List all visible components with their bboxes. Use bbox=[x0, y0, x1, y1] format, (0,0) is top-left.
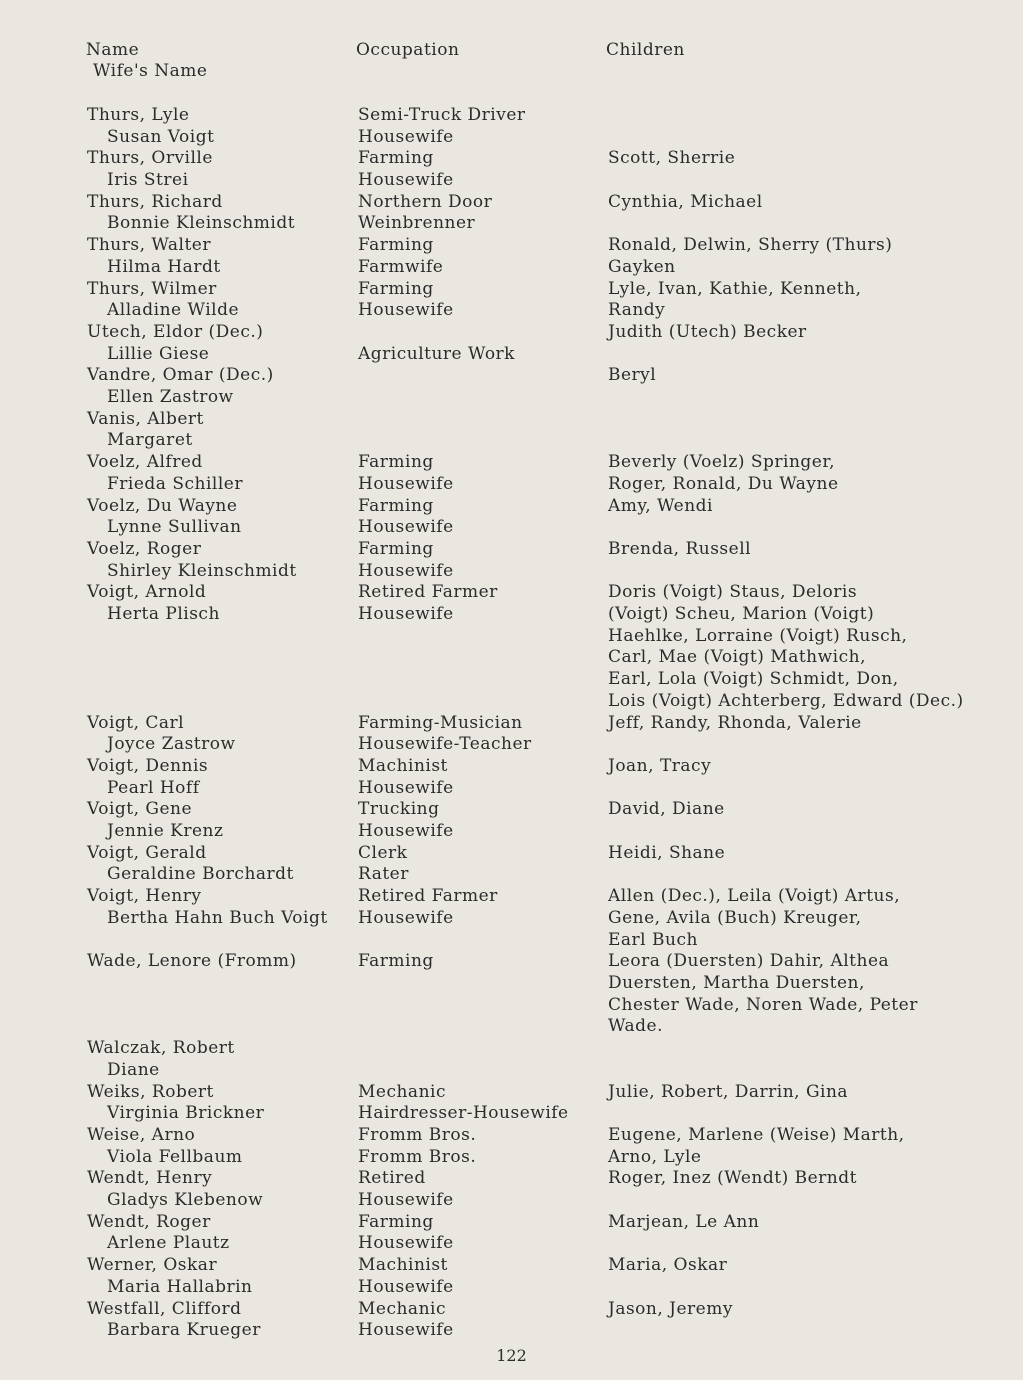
children-cell bbox=[608, 322, 807, 344]
children-cell bbox=[608, 1168, 857, 1190]
wife-occupation: Housewife bbox=[358, 907, 454, 928]
occupation-cell bbox=[358, 1168, 454, 1211]
children-line: Roger, Ronald, Du Wayne bbox=[608, 473, 839, 494]
children-cell bbox=[608, 1212, 759, 1234]
husband-name: Voigt, Arnold bbox=[87, 582, 207, 603]
children-line: Haehlke, Lorraine (Voigt) Rusch, bbox=[608, 625, 908, 646]
wife-name: Lillie Giese bbox=[107, 343, 210, 364]
children-line: Wade. bbox=[608, 1016, 663, 1037]
husband-name: Thurs, Walter bbox=[87, 235, 211, 256]
children-cell bbox=[608, 799, 725, 821]
wife-name: Viola Fellbaum bbox=[107, 1146, 243, 1167]
name-cell bbox=[87, 279, 239, 322]
wife-name: Alladine Wilde bbox=[107, 300, 240, 321]
wife-occupation: Housewife bbox=[358, 300, 454, 321]
occupation-cell bbox=[358, 279, 454, 322]
children-line: Randy bbox=[608, 300, 666, 321]
wife-name: Herta Plisch bbox=[107, 604, 220, 625]
wife-name: Pearl Hoff bbox=[107, 777, 200, 798]
husband-occupation: Retired Farmer bbox=[358, 886, 498, 907]
wife-occupation: Housewife bbox=[358, 821, 454, 842]
husband-occupation: Trucking bbox=[358, 799, 440, 820]
name-cell bbox=[87, 1255, 253, 1298]
children-line: Jason, Jeremy bbox=[608, 1298, 733, 1319]
name-cell bbox=[87, 713, 236, 756]
wife-name: Susan Voigt bbox=[107, 126, 215, 147]
children-cell bbox=[608, 843, 725, 865]
wife-occupation: Housewife bbox=[358, 517, 454, 538]
wife-name: Margaret bbox=[107, 430, 193, 451]
husband-name: Vandre, Omar (Dec.) bbox=[87, 365, 274, 386]
children-line: Eugene, Marlene (Weise) Marth, bbox=[608, 1124, 905, 1145]
children-line: Earl Buch bbox=[608, 929, 698, 950]
wife-occupation: Rater bbox=[358, 864, 409, 885]
husband-name: Westfall, Clifford bbox=[87, 1298, 242, 1319]
children-cell bbox=[608, 1125, 905, 1168]
children-line: Marjean, Le Ann bbox=[608, 1211, 760, 1232]
children-line: Carl, Mae (Voigt) Mathwich, bbox=[608, 647, 866, 668]
children-cell bbox=[608, 365, 656, 387]
children-cell bbox=[608, 279, 861, 322]
occupation-cell bbox=[358, 886, 498, 929]
husband-name: Wendt, Roger bbox=[87, 1211, 211, 1232]
children-line: Maria, Oskar bbox=[608, 1255, 728, 1276]
children-line: Beverly (Voelz) Springer, bbox=[608, 452, 836, 473]
wife-name: Ellen Zastrow bbox=[107, 387, 234, 408]
name-cell bbox=[87, 539, 297, 582]
name-cell bbox=[87, 1125, 243, 1168]
name-cell bbox=[87, 1212, 230, 1255]
occupation-cell bbox=[358, 105, 526, 148]
children-line: Judith (Utech) Becker bbox=[608, 322, 807, 342]
children-line: Heidi, Shane bbox=[608, 842, 726, 863]
header-name: Name bbox=[86, 40, 140, 60]
wife-name: Shirley Kleinschmidt bbox=[107, 560, 297, 581]
wife-name: Bonnie Kleinschmidt bbox=[107, 213, 296, 234]
occupation-cell bbox=[358, 843, 409, 886]
wife-name: Lynne Sullivan bbox=[107, 517, 242, 538]
husband-occupation: Clerk bbox=[358, 842, 408, 863]
husband-occupation: Retired bbox=[358, 1168, 426, 1189]
occupation-cell bbox=[358, 148, 454, 191]
wife-occupation: Housewife bbox=[358, 560, 454, 581]
husband-name: Voigt, Dennis bbox=[87, 756, 209, 776]
name-cell bbox=[87, 235, 221, 278]
wife-occupation: Housewife bbox=[358, 1320, 454, 1341]
husband-occupation: Farming bbox=[358, 495, 434, 516]
children-cell bbox=[608, 192, 763, 214]
wife-occupation bbox=[358, 973, 434, 995]
occupation-cell bbox=[358, 235, 443, 278]
wife-occupation: Housewife bbox=[358, 170, 454, 191]
children-line: Arno, Lyle bbox=[608, 1146, 702, 1167]
children-line: Jeff, Randy, Rhonda, Valerie bbox=[608, 712, 862, 733]
children-line: Julie, Robert, Darrin, Gina bbox=[608, 1081, 849, 1102]
husband-occupation: Farming bbox=[358, 951, 434, 972]
wife-name: Iris Strei bbox=[107, 170, 189, 191]
children-line: Duersten, Martha Duersten, bbox=[608, 972, 865, 993]
children-line: Roger, Inez (Wendt) Berndt bbox=[608, 1168, 857, 1189]
children-line: Lyle, Ivan, Kathie, Kenneth, bbox=[608, 278, 862, 299]
wife-occupation: Housewife bbox=[358, 126, 454, 147]
occupation-cell bbox=[358, 322, 515, 365]
husband-occupation: Retired Farmer bbox=[358, 582, 498, 603]
name-cell bbox=[87, 1299, 261, 1342]
children-line: Brenda, Russell bbox=[608, 539, 752, 559]
children-cell bbox=[608, 951, 918, 1038]
husband-name: Voigt, Carl bbox=[87, 712, 185, 733]
children-line: Lois (Voigt) Achterberg, Edward (Dec.) bbox=[608, 690, 964, 711]
children-cell bbox=[608, 539, 751, 561]
children-line: (Voigt) Scheu, Marion (Voigt) bbox=[608, 604, 875, 625]
husband-occupation bbox=[358, 322, 515, 344]
name-cell bbox=[87, 148, 213, 191]
occupation-cell bbox=[358, 713, 532, 756]
husband-occupation: Mechanic bbox=[358, 1081, 446, 1102]
name-cell bbox=[87, 322, 263, 365]
wife-name: Geraldine Borchardt bbox=[107, 864, 294, 885]
name-cell bbox=[87, 452, 243, 495]
children-line: Chester Wade, Noren Wade, Peter bbox=[608, 994, 918, 1015]
husband-occupation: Mechanic bbox=[358, 1298, 446, 1319]
wife-occupation: Housewife bbox=[358, 1233, 454, 1254]
husband-occupation: Machinist bbox=[358, 756, 448, 776]
wife-name: Barbara Krueger bbox=[107, 1320, 261, 1341]
wife-name: Diane bbox=[107, 1059, 160, 1080]
header-children: Children bbox=[606, 40, 685, 60]
wife-occupation: Housewife bbox=[358, 1189, 454, 1210]
occupation-cell bbox=[358, 539, 454, 582]
name-cell bbox=[87, 843, 294, 886]
children-line: Doris (Voigt) Staus, Deloris bbox=[608, 582, 858, 603]
name-cell bbox=[87, 756, 208, 799]
husband-name: Voigt, Gene bbox=[87, 799, 193, 820]
name-cell bbox=[87, 365, 274, 408]
wife-name: Gladys Klebenow bbox=[107, 1189, 264, 1210]
wife-name: Bertha Hahn Buch Voigt bbox=[107, 907, 328, 928]
husband-occupation: Northern Door bbox=[358, 191, 493, 212]
children-line: Gene, Avila (Buch) Kreuger, bbox=[608, 907, 862, 928]
name-cell bbox=[87, 1038, 235, 1081]
occupation-cell bbox=[358, 951, 434, 994]
husband-occupation: Farming bbox=[358, 148, 434, 169]
husband-name: Walczak, Robert bbox=[87, 1038, 235, 1059]
children-cell bbox=[608, 886, 900, 951]
children-line: Joan, Tracy bbox=[608, 756, 712, 776]
wife-occupation: Housewife bbox=[358, 1276, 454, 1297]
name-cell bbox=[87, 1082, 264, 1125]
name-cell bbox=[87, 582, 220, 625]
husband-occupation: Farming bbox=[358, 278, 434, 299]
wife-name: Joyce Zastrow bbox=[107, 734, 236, 755]
wife-occupation: Weinbrenner bbox=[358, 213, 476, 234]
wife-occupation: Housewife bbox=[358, 604, 454, 625]
husband-name: Weise, Arno bbox=[87, 1124, 196, 1145]
wife-occupation: Fromm Bros. bbox=[358, 1146, 477, 1167]
wife-name: Arlene Plautz bbox=[107, 1233, 230, 1254]
husband-name: Vanis, Albert bbox=[87, 408, 204, 429]
wife-name: Frieda Schiller bbox=[107, 473, 243, 494]
husband-occupation: Farming bbox=[358, 235, 434, 256]
husband-occupation: Fromm Bros. bbox=[358, 1124, 477, 1145]
children-cell bbox=[608, 148, 735, 170]
name-cell bbox=[87, 951, 297, 973]
wife-name: Maria Hallabrin bbox=[107, 1276, 253, 1297]
children-line: Gayken bbox=[608, 256, 676, 277]
name-cell bbox=[87, 496, 242, 539]
husband-name: Werner, Oskar bbox=[87, 1255, 218, 1276]
husband-name: Thurs, Wilmer bbox=[87, 278, 217, 299]
name-cell bbox=[87, 886, 328, 929]
children-cell bbox=[608, 756, 711, 778]
occupation-cell bbox=[358, 1212, 454, 1255]
wife-name: Hilma Hardt bbox=[107, 256, 221, 277]
husband-occupation: Machinist bbox=[358, 1255, 448, 1276]
occupation-cell bbox=[358, 756, 454, 799]
header-wife-name: Wife's Name bbox=[93, 61, 208, 81]
wife-occupation: Housewife-Teacher bbox=[358, 734, 532, 755]
name-cell bbox=[87, 105, 214, 148]
occupation-cell bbox=[358, 192, 492, 235]
occupation-cell bbox=[358, 1082, 569, 1125]
husband-name: Thurs, Lyle bbox=[87, 105, 190, 125]
occupation-cell bbox=[358, 799, 454, 842]
occupation-cell bbox=[358, 496, 454, 539]
wife-name: Virginia Brickner bbox=[107, 1103, 265, 1124]
children-line: Scott, Sherrie bbox=[608, 148, 736, 169]
children-line: David, Diane bbox=[608, 799, 725, 820]
husband-occupation: Farming bbox=[358, 1211, 434, 1232]
children-cell bbox=[608, 235, 892, 278]
husband-name: Voelz, Roger bbox=[87, 539, 202, 559]
husband-name: Voigt, Henry bbox=[87, 886, 202, 907]
husband-name: Thurs, Richard bbox=[87, 191, 223, 212]
children-cell bbox=[608, 1082, 848, 1104]
wife-occupation: Agriculture Work bbox=[358, 343, 515, 364]
page-number: 122 bbox=[496, 1346, 527, 1365]
husband-name: Voigt, Gerald bbox=[87, 842, 207, 863]
husband-occupation: Semi-Truck Driver bbox=[358, 105, 526, 125]
wife-occupation: Hairdresser-Housewife bbox=[358, 1103, 569, 1124]
children-line: Ronald, Delwin, Sherry (Thurs) bbox=[608, 235, 893, 256]
husband-name: Voelz, Du Wayne bbox=[87, 495, 238, 516]
children-line: Earl, Lola (Voigt) Schmidt, Don, bbox=[608, 669, 899, 690]
children-cell bbox=[608, 496, 713, 518]
husband-name: Utech, Eldor (Dec.) bbox=[87, 322, 264, 342]
wife-occupation: Housewife bbox=[358, 777, 454, 798]
children-cell bbox=[608, 713, 862, 735]
husband-name: Weiks, Robert bbox=[87, 1081, 214, 1102]
occupation-cell bbox=[358, 582, 498, 625]
wife-occupation: Farmwife bbox=[358, 256, 444, 277]
wife-name: Jennie Krenz bbox=[107, 821, 224, 842]
husband-occupation: Farming bbox=[358, 452, 434, 473]
header-occupation: Occupation bbox=[356, 40, 460, 60]
children-line: Leora (Duersten) Dahir, Althea bbox=[608, 951, 890, 972]
husband-occupation: Farming bbox=[358, 539, 434, 559]
children-cell bbox=[608, 452, 839, 495]
name-cell bbox=[87, 1168, 263, 1211]
husband-name: Thurs, Orville bbox=[87, 148, 213, 169]
children-cell bbox=[608, 1299, 733, 1321]
name-cell bbox=[87, 409, 204, 452]
children-line: Beryl bbox=[608, 365, 657, 386]
husband-occupation: Farming-Musician bbox=[358, 712, 523, 733]
name-cell bbox=[87, 799, 223, 842]
children-line: Amy, Wendi bbox=[608, 495, 713, 516]
occupation-cell bbox=[358, 1299, 454, 1342]
husband-name: Wade, Lenore (Fromm) bbox=[87, 951, 297, 972]
children-cell bbox=[608, 1255, 727, 1277]
wife-occupation: Housewife bbox=[358, 473, 454, 494]
children-line: Cynthia, Michael bbox=[608, 191, 763, 212]
husband-name: Wendt, Henry bbox=[87, 1168, 213, 1189]
occupation-cell bbox=[358, 1125, 476, 1168]
husband-name: Voelz, Alfred bbox=[87, 452, 203, 473]
children-line: Allen (Dec.), Leila (Voigt) Artus, bbox=[608, 886, 901, 907]
occupation-cell bbox=[358, 1255, 454, 1298]
occupation-cell bbox=[358, 452, 454, 495]
children-cell bbox=[608, 582, 964, 712]
name-cell bbox=[87, 192, 295, 235]
